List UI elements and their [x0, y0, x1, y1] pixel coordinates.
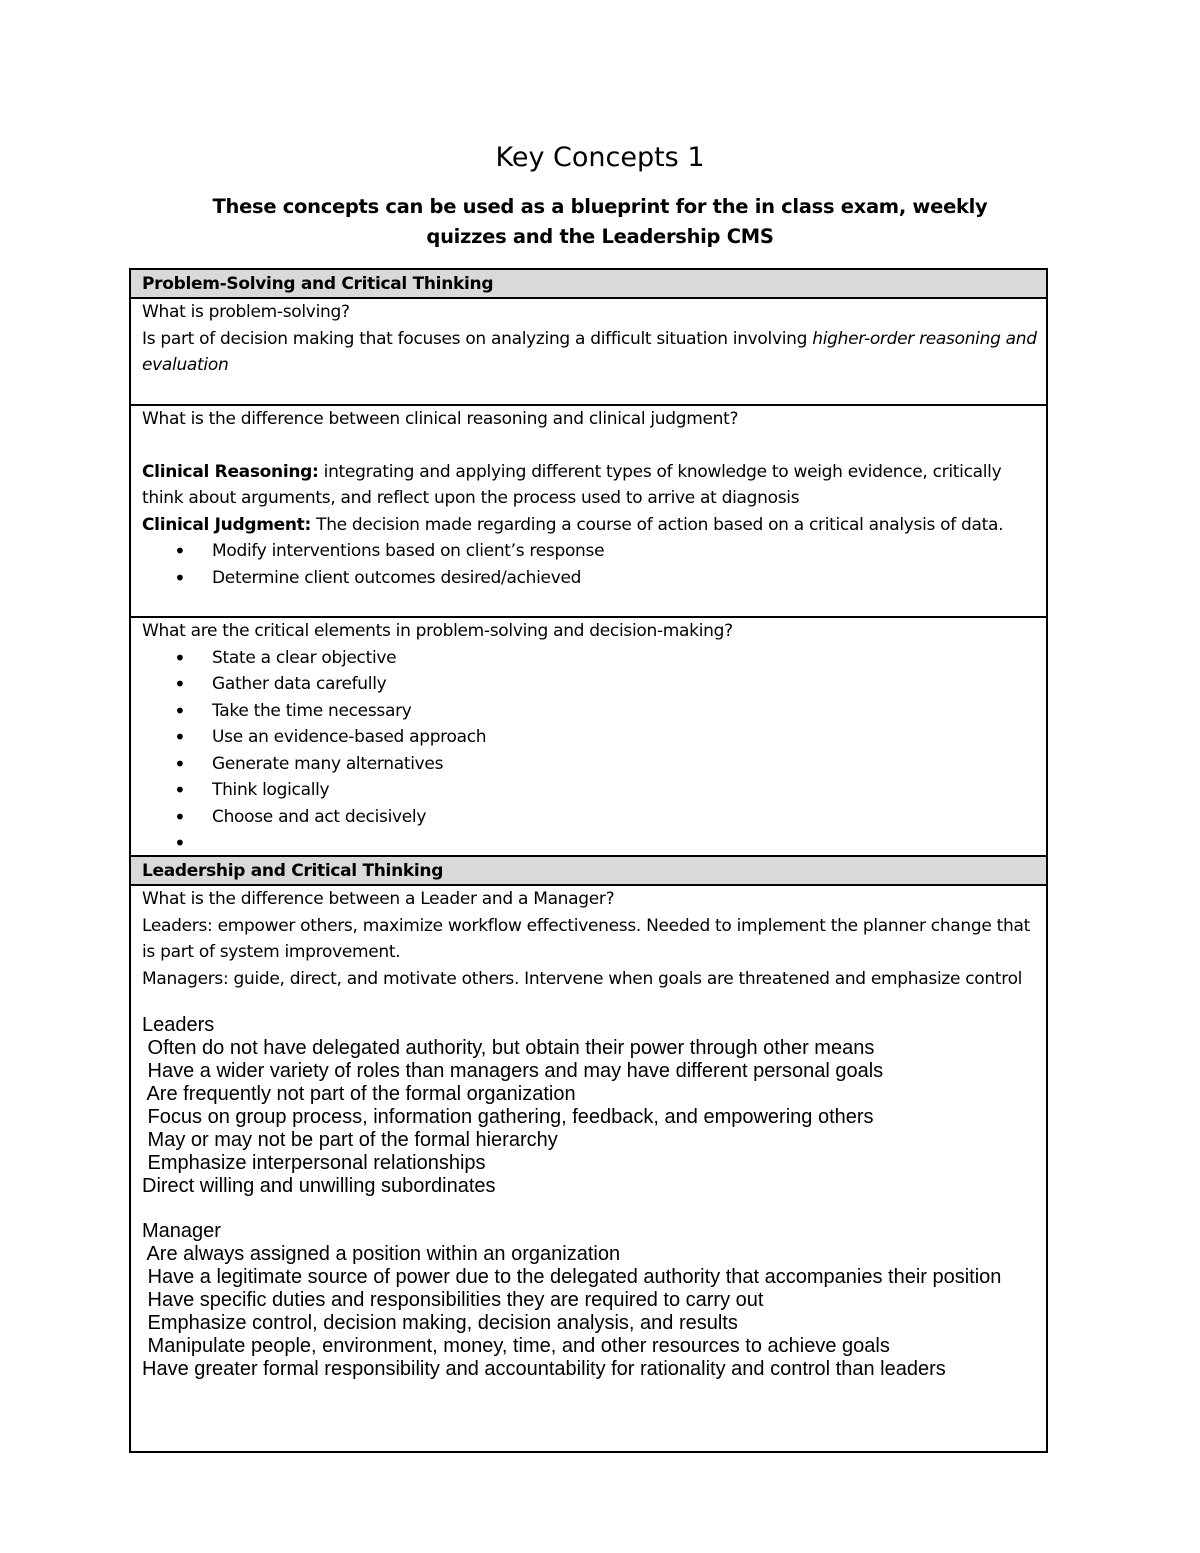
list-item: • Choose and act decisively: [142, 804, 1046, 831]
leaders-definition: Leaders: empower others, maximize workflow effectiveness. Needed to implement the planner change that is part of system improvement.: [142, 915, 1030, 962]
bullet-list: [142, 538, 1046, 591]
question-text: What is the difference between clinical reasoning and clinical judgment?: [142, 409, 739, 429]
section-header-problem-solving: Problem-Solving and Critical Thinking: [131, 270, 1046, 299]
question-text: What is the difference between a Leader and a Manager?: [142, 889, 615, 909]
list-item: • Determine client outcomes desired/achieved: [142, 565, 1046, 592]
list-item: • Use an evidence-based approach: [142, 724, 1046, 751]
list-item: • Think logically: [142, 777, 1046, 804]
list-item: Are always assigned a position within an organization: [142, 1243, 621, 1265]
answer-text: [142, 326, 1046, 379]
term-label: Clinical Judgment:: [142, 514, 311, 535]
leaders-heading: Leaders: [142, 1014, 215, 1036]
answer-plain: Is part of decision making that focuses on analyzing a difficult situation involving: [142, 328, 813, 349]
concepts-table: [129, 268, 1048, 1453]
list-item: Have specific duties and responsibilities they are required to carry out: [142, 1289, 764, 1311]
cell-clinical-reasoning: [131, 406, 1046, 618]
clinical-reasoning-def: [142, 459, 1046, 512]
cell-critical-elements: [131, 618, 1046, 857]
question-text: What is problem-solving?: [142, 302, 350, 322]
definition-text: The decision made regarding a course of action based on a critical analysis of data.: [311, 514, 1004, 535]
bullet-list: [142, 645, 1046, 831]
list-item: Emphasize interpersonal relationships: [142, 1152, 486, 1174]
question-text: What are the critical elements in problem-solving and decision-making?: [142, 621, 733, 641]
cell-leader-vs-manager: [131, 886, 1046, 1451]
page-subtitle: These concepts can be used as a blueprint for the in class exam, weekly quizzes and the Leadership CMS: [212, 195, 988, 248]
list-item: • State a clear objective: [142, 645, 1046, 672]
list-item: Direct willing and unwilling subordinates: [142, 1175, 496, 1197]
section-header-leadership: Leadership and Critical Thinking: [131, 857, 1046, 886]
clinical-judgment-def: [142, 512, 1046, 539]
page-title: Key Concepts 1: [495, 142, 705, 173]
term-label: Clinical Reasoning:: [142, 461, 319, 482]
cell-problem-solving: [131, 299, 1046, 406]
list-item: Manipulate people, environment, money, time, and other resources to achieve goals: [142, 1335, 890, 1357]
list-item: Often do not have delegated authority, but obtain their power through other means: [142, 1037, 875, 1059]
list-item: Have a legitimate source of power due to the delegated authority that accompanies their position: [142, 1266, 1002, 1288]
list-item: Are frequently not part of the formal organization: [142, 1083, 576, 1105]
list-item: • Generate many alternatives: [142, 751, 1046, 778]
list-item: Have greater formal responsibility and accountability for rationality and control than leaders: [142, 1358, 946, 1380]
manager-heading: Manager: [142, 1220, 221, 1242]
definition-text: integrating and applying different types of knowledge to weigh evidence, critically think about arguments, and reflect upon the process used to arrive at diagnosis: [142, 461, 1002, 508]
managers-definition: Managers: guide, direct, and motivate others. Intervene when goals are threatened and emphasize control: [142, 968, 1023, 989]
list-item: • Take the time necessary: [142, 698, 1046, 725]
list-item: • Modify interventions based on client’s response: [142, 538, 1046, 565]
list-item: Focus on group process, information gathering, feedback, and empowering others: [142, 1106, 874, 1128]
list-item: May or may not be part of the formal hierarchy: [142, 1129, 558, 1151]
list-item: Have a wider variety of roles than managers and may have different personal goals: [142, 1060, 884, 1082]
leaders-block: [142, 1014, 1046, 1198]
list-item: Emphasize control, decision making, decision analysis, and results: [142, 1312, 738, 1334]
list-item: • Gather data carefully: [142, 671, 1046, 698]
manager-block: [142, 1220, 1046, 1381]
answer-italic: higher-order reasoning and evaluation: [142, 328, 1037, 375]
